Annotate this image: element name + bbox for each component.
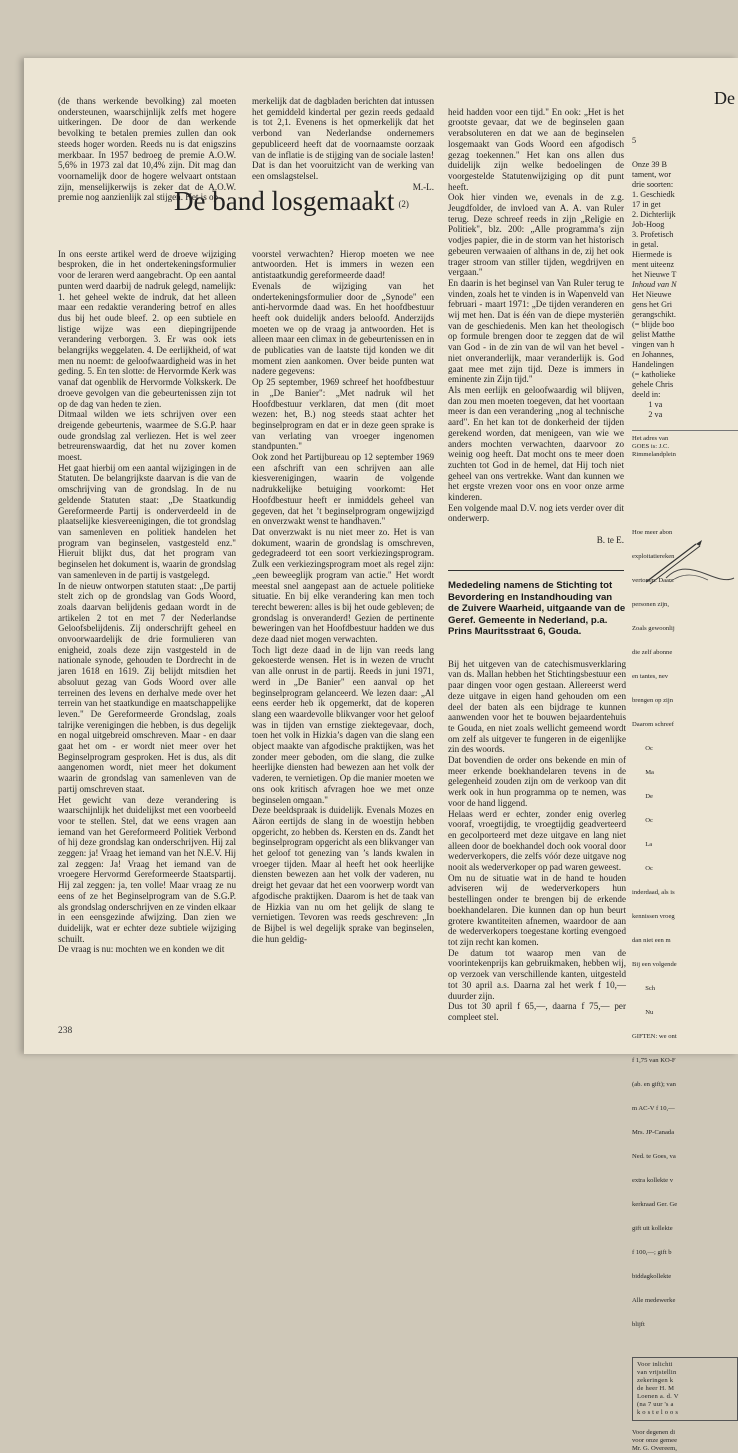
- side-box-line: de heer H. M: [637, 1385, 675, 1392]
- side-small-line: inderdaad, als is: [632, 889, 675, 896]
- side-small-line: De: [632, 793, 653, 800]
- top-column-3-signature: B. te E.: [596, 534, 624, 545]
- side-small-line: kennissen vroeg: [632, 913, 675, 920]
- stichting-body-text: Bij het uitgeven van de catechismusverklaring van ds. Mallan hebben het Stichtingsbestuur een paar dingen voor ogen gestaan. Allereerst werd deze uitgave in eigen hand gehouden om een deel der baten als een bijdrage te kunnen aanwenden voor het te bouwen bejaardentehuis te Gouda, en niet zoals wellicht gemeend wordt om zelf als uitgever te fungeren in de eigenlijke zin des woords. Dat bovendien de order ons bekende en min of meer erkende boekhandelaren tevens in de gelegenheid zouden zijn om de verkoop van dit werk ook in hun programma op te nemen, was voor de hand liggend. Helaas werd er echter, zonder enig overleg vooraf, vroegtijdig, te vroegtijdig geadverteerd en gecolporteerd met deze uitgave en lang niet alleen door de boekhandel doch ook vooral door wederverkopers, die zelfs vóór deze uitgave nog nooit als wederverkoper op pad waren geweest. Om nu de situatie wat in de hand te houden adviseren wij de wederverkopers hun bestellingen onder te brengen bij de erkende boekhandelaren. Die kunnen dan op hun beurt grotere kwantiteiten afnemen, waardoor de aan de wederverkopers toegestane korting evengoed tot zijn recht kan komen. De datum tot waarop men van de voorintekenprijs kan gebruikmaken, hebben wij, op verzoek van verschillende kanten, uitgesteld tot 30 april a.s. Daarna zal het werk f 10,— duurder zijn. Dus tot 30 april f 65,—, daarna f 75,— per compleet stel.: [448, 658, 626, 1022]
- side-small-line: Oc: [632, 865, 653, 872]
- side-small-line: Sch: [632, 985, 656, 992]
- side-small-line: vertonen. Daarc: [632, 577, 675, 584]
- side-line: in getal.: [632, 240, 659, 249]
- side-line: vingen van h: [632, 340, 675, 349]
- side-small-line: (ab. en gift); van: [632, 1081, 676, 1088]
- side-line: ment uiteenz: [632, 260, 675, 269]
- side-small-line: Rimmelandplein: [632, 451, 676, 458]
- top-column-2: [252, 96, 434, 192]
- section-divider: [448, 570, 624, 571]
- side-small-line: Daarom schreef: [632, 721, 674, 728]
- side-line: Inhoud van N: [632, 280, 677, 289]
- side-footer-block: [632, 1429, 738, 1453]
- side-intro-list: [632, 136, 738, 420]
- side-line: 3. Profetisch: [632, 230, 674, 239]
- stichting-body: [448, 648, 626, 1023]
- side-small-line: dan niet een m: [632, 937, 671, 944]
- side-small-line: La: [632, 841, 653, 848]
- side-line: gens het Gri: [632, 300, 673, 309]
- article-column-2: [252, 238, 434, 986]
- side-line: Handelingen: [632, 360, 674, 369]
- side-line: deeld in:: [632, 390, 661, 399]
- side-small-line: GIFTEN: we ont: [632, 1033, 677, 1040]
- side-line: tament, wor: [632, 170, 672, 179]
- top-column-3: [448, 96, 624, 566]
- side-line: (= blijde boo: [632, 320, 675, 329]
- side-line: (= katholieke: [632, 370, 676, 379]
- side-small-line: f 1,75 van KO-F: [632, 1057, 676, 1064]
- side-line: 5: [632, 136, 637, 145]
- side-box-line: zekeringen k: [637, 1377, 674, 1384]
- side-small-line: Nu: [632, 1009, 654, 1016]
- side-small-line: GOES is: J.C.: [632, 443, 670, 450]
- side-line: en Johannes,: [632, 350, 674, 359]
- article-title-text: De band losgemaakt: [174, 186, 395, 216]
- side-small-line: blijft: [632, 1321, 645, 1328]
- side-small-line: gift uit kollekte: [632, 1225, 673, 1232]
- side-small-line: brengen op zijn: [632, 697, 674, 704]
- side-small-line: Alle medewerke: [632, 1297, 676, 1304]
- side-divider: [632, 430, 738, 431]
- side-subscription-block: [632, 513, 738, 1345]
- side-line: Het Nieuwe: [632, 290, 672, 299]
- side-line: 2. Dichterlijk: [632, 210, 676, 219]
- side-small-line: Oc: [632, 817, 653, 824]
- side-line: Hiermede is: [632, 250, 672, 259]
- side-small-line: personen zijn,: [632, 601, 669, 608]
- side-small-line: Het adres van: [632, 435, 669, 442]
- page-number: 238: [58, 1026, 73, 1036]
- side-small-line: Mr. G. Overeem,: [632, 1445, 677, 1452]
- magazine-page: [24, 58, 738, 1452]
- side-heading: De: [714, 88, 735, 108]
- side-small-line: Oc: [632, 745, 653, 752]
- side-small-line: kerkraad Ger. Ge: [632, 1201, 678, 1208]
- stichting-heading: Mededeling namens de Stichting tot Bevordering en Instandhouding van de Zuivere Waarheid, uitgaande van de Geref. Gemeente in Nederland, p.a. Prins Mauritsstraat 6, Gouda.: [448, 580, 626, 637]
- article-column-1: [58, 238, 236, 986]
- side-box-line: (na 7 uur 's a: [637, 1401, 674, 1408]
- side-line: Onze 39 B: [632, 160, 668, 169]
- side-small-line: exploitatiereken: [632, 553, 675, 560]
- article-part-number: (2): [398, 198, 409, 209]
- side-line: gehele Chris: [632, 380, 674, 389]
- side-small-line: Voor degenen di: [632, 1429, 676, 1436]
- side-line: 1 va: [632, 400, 663, 409]
- side-small-line: Ma: [632, 769, 654, 776]
- side-small-line: voor onze gemee: [632, 1437, 678, 1444]
- side-small-line: biddagkollekte: [632, 1273, 672, 1280]
- side-small-line: f 100,—; gift b: [632, 1249, 672, 1256]
- side-line: 17 in get: [632, 200, 661, 209]
- side-line: gerangschikt.: [632, 310, 676, 319]
- top-column-1-text: (de thans werkende bevolking) zal moeten ondersteunen, waarschijnlijk zelfs met hogere uitkeringen. De door de dan werkende bevolking te betalen premies zullen dan ook steeds hoger worden. Reeds nu is dat enigszins merkbaar. In 1957 bedroeg de premie A.O.W. 5,6% in 1973 zal dat 10,4% zijn. Dit mag dan voornamelijk door de hogere welvaart ontstaan zijn, menselijkerwijs is zeker dat de A.O.W. premie nog aanzienlijk zal stijgen. Het is op-: [58, 96, 236, 203]
- side-small-line: en tantes, nev: [632, 673, 669, 680]
- top-column-2-text: merkelijk dat de dagbladen berichten dat intussen het gemiddeld kindertal per gezin reeds gedaald is tot 2,1. Evenens is het opmerkelijk dat het verbond van Nederlandse ondernemers gepubliceerd heeft dat de voornaamste oorzaak van de inflatie is de stijging van de sociale lasten! Dat is dan het vooruitzicht van de werking van een omslagstelsel.: [252, 96, 434, 181]
- article-column-1-text: In ons eerste artikel werd de droeve wijziging besproken, die in het ondertekeningsformulier voor de leraren werd aangebracht. Op een aantal punten werd daarbij de nadruk gelegd, namelijk: 1. het geheel wekte de indruk, dat het alleen maar een redaktie verandering betrof en alles dus bij het oude bleef. 2. op een subtiele en listige wijze was een diepingrijpende verandering verborgen. 3. Er was ook iets belangrijks weggelaten. 4. De eerlijkheid, of wat men nu noemt: de geloofwaardigheid was in het geding. 5. En ten slotte: de Hervormde Kerk was vanaf dat ogenblik de Hervormde Volkskerk. De droeve gevolgen van die gebeurtenissen zijn tot op de dag van heden te zien. Ditmaal wilden we iets schrijven over een dreigende gebeurtenis, waarmee de S.G.P. haar oude grondslag zal verliezen. Het is wel zeer betreurenswaardig, dat het nu zover komen moest. Het gaat hierbij om een aantal wijzigingen in de Statuten. De belangrijkste daarvan is die van de omschrijving van de grondslag. In de nu geldende Statuten staat: „De Staatkundig Gereformeerde Partij is onderverdeeld in de plaatselijke kiesvereenigingen, die tot grondslag van samenleven en politiek handelen het program van beginselen, vastgesteld enz." Hieruit blijkt dus, dat het program van beginselen het dokument is, waarin de grondslag van samenleven in de partij is vastgelegd. In de nieuw ontworpen statuten staat: „De partij stelt zich op de grondslag van Gods Woord, zoals daarvan belijdenis gedaan wordt in de artikelen 2 tot en met 7 der Nederlandse Geloofsbelijdenis. Zij onderschrijft geheel en onvoorwaardelijk de drie formulieren van enigheid, zoals deze zijn vastgesteld in de nationale synode, gehouden te Dordrecht in de jaren 1618 en 1619. Zij belijdt mitsdien het absoluut gezag van Gods Woord over alle terreinen des levens en derhalve mede over het terrein van het staatkundige en maatschappelijke leven." De Gereformeerde Grondslag, zoals talrijke verenigingen die hebben, is dus degelijk en nogal uitgebreid omschreven. Maar - en daar gaat het om - er wordt niet meer over het Beginselprogram gesproken. Het is dus, als dit aangenomen wordt, niet meer het dokument waarin de grondslag van samenleven van de partij omschreven staat. Het gewicht van deze verandering is waarschijnlijk het duidelijkst met een voorbeeld voor te stellen. Stel, dat we eens vragen aan iemand van het Gereformeerd Politiek Verbond of hij deze grondslag kan onderschrijven. Hij zal zeggen: ja! Vraag het iemand van het N.E.V. Hij zal zeggen: Ja! Vraag het iemand van de vroegere Hervormd Gereformeerde Staatspartij. Hij zal zeggen: ja, ten volle! Maar vraag ze nu eens of ze het Beginselprogram van de S.G.P. als grondslag onderschrijven en ze vinden elkaar in een eensgezinde afwijzing. Dan zien we duidelijk, wat er echter deze subtiele wijziging schuilt. De vraag is nu: mochten we en konden we dit: [58, 248, 236, 955]
- article-column-2-text: voorstel verwachten? Hierop moeten we nee antwoorden. Het is immers in wezen een antistaatkundig gereformeerde daad! Evenals de wijziging van het ondertekeningsformulier door de „Synode" een anti-hervormde daad was. En het hoofdbestuur heeft ook duidelijk anders beloofd. Anderzijds moeten we op de vraag ja antwoorden. Het is alleen maar een climax in de gebeurtenissen en in de publicaties van de laatste tijd konden we dit moment zien aankomen. Over beide punten wat nadere gegevens: Op 25 september, 1969 schreef het hoofdbestuur in „De Banier": „Met nadruk wil het Hoofdbestuur verklaren, dat men (dit moet wezen: het, B.) nog steeds staat achter het beginselprogram en dat er in deze geen sprake is van verlating van vroeger ingenomen standpunten." Ook zond het Partijbureau op 12 september 1969 een afschrift van een schrijven aan alle kiesverenigingen, waarin de volgende nadrukkelijke betuiging voorkomt: Het Hoofdbestuur heeft er inmiddels geheel van gegeven, dat het ’t beginselprogram ongewijzigd en onverzwakt wenst te handhaven." Dat onverzwakt is nu niet meer zo. Het is van dokument, waarin de grondslag is omschreven, gedegradeerd tot een soort verkiezingsprogram. Zulk een verkiezingsprogram moet als regel zijn: „een beweeglijk program van actie." Het wordt meestal snel aangepast aan de actuele politieke situatie. En bij elke verandering kan men toch terecht beweren: alles is bij het oude gebleven; de grondslag is onveranderd! Gezien de pertinente beweringen van het Hoofdbestuur hadden we dus deze daad niet mogen verwachten. Toch ligt deze daad in de lijn van reeds lang gekoesterde wensen. Het is in wezen de vrucht van alle onrust in de partij. Reeds in juni 1971, werd in „De Banier" een aanval op het beginselprogram gelanceerd. We lezen daar: „Al eens eerder heb ik opgemerkt, dat de koperen slang een waardevolle blikvanger voor het geloof was in tijden van ernstige ziektegevaar, doch, toen het volk in Hizkia’s dagen van die slang een object maakte van afgodische praktijken, was het zonder meer geboden, om die slang, die zulke heerlijke diensten had bewezen aan het volk der vaderen, te vernietigen. Op die manier moeten we ons ook kritisch afvragen hoe we met onze beginselen omgaan." Deze beeldspraak is duidelijk. Evenals Mozes en Aäron eertijds de slang in de woestijn hebben opgericht, zo hebben ds. Kersten en ds. Zandt het beginselprogram opgericht als een blikvanger van het geloof tot genezing van ’s lands kwalen in vroeger tijden. Maar al heeft het ook heerlijke diensten bewezen aan het volk der vaderen, nu dreigt het gevaar dat het een voorwerp wordt van afgodische praktijken. Daarom is het de taak van de Hizkia van nu om het gelijk de slang te vernietigen. Tevoren was reeds geschreven: „In de Bijbel is wel degelijk sprake van beginselen, die hun geldig-: [252, 248, 434, 944]
- article-title: [174, 186, 534, 216]
- side-small-line: Hoe meer abon: [632, 529, 673, 536]
- side-small-line: extra kollekte v: [632, 1177, 674, 1184]
- side-small-line: Zoals gewoonlij: [632, 625, 675, 632]
- hand-sketch-illustration: [636, 538, 736, 590]
- top-column-2-signature: M.-L.: [412, 181, 434, 192]
- side-line: 2 va: [632, 410, 663, 419]
- side-line: gelist Matthe: [632, 330, 675, 339]
- side-info-box: [632, 1357, 738, 1421]
- side-line: drie soorten:: [632, 180, 674, 189]
- side-box-line: Loenen a. d. V: [637, 1393, 679, 1400]
- side-sketch-space: [632, 459, 738, 513]
- side-small-line: m AC-V f 10,—: [632, 1105, 675, 1112]
- side-line: het Nieuwe T: [632, 270, 677, 279]
- side-box-line: van vrijstellin: [637, 1369, 677, 1376]
- side-line: 1. Geschiedk: [632, 190, 675, 199]
- side-line: Job-Hoog: [632, 220, 665, 229]
- side-small-line: Mrs. JP-Canada: [632, 1129, 675, 1136]
- side-small-line: Bij een volgende: [632, 961, 677, 968]
- side-box-line: Voor inlichti: [637, 1361, 673, 1368]
- top-column-3-text: heid hadden voor een tijd." En ook: „Het is het grootste gevaar, dat we de beginselen gaan verabsoluteren en dat we aan de beginselen losgemaakt van Gods Woord een afgodisch gezag toekennen." Het kan ons allen dus duidelijk zijn welke bedoelingen de voorgestelde Statutenwijziging op dit punt heeft. Ook hier vinden we, evenals in de z.g. Jeugdfolder, de invloed van A. A. van Ruler terug. Deze schreef reeds in zijn „Religie en Politiek", blz. 200: „Alle programma’s zijn vodjes papier, die in de storm van het historisch gebeuren verwaaien of althans in de, zij het ook trager stroom van stiller tijden, wegdrijven en vergaan." En daarin is het beginsel van Van Ruler terug te vinden, zoals het te vinden is in Wapenveld van februari - maart 1971: „De tijden veranderen en wij met hen. Dat is één van de diepe mysteriën van de geschiedenis. Men kan het theologisch op formule brengen door te zeggen dat de wil van God - in de zin van de wil van het bevel - niet onveranderlijk, maar veranderlijk is. God gaat mee met zijn tijd. Deze is immers in eminente zin Zijn tijd." Als men eerlijk en geloofwaardig wil blijven, dan zou men moeten toegeven, dat het voortaan meer is dan een verandering „nog al technische aard". En het kan tot de donkerheid der tijden gerekend worden, dat menigeen, van wie we anders mochten verwachten, daarvoor zo weinig oog heeft. Dat mocht ons te meer doen zuchten tot God in de hemel, dat Hij toch niet geheel van ons vertrekke. Want dan kunnen we het ergste vrezen voor ons en voor onze arme kinderen. Een volgende maal D.V. nog iets verder over dit onderwerp.: [448, 106, 624, 524]
- side-box-line: kosteloos: [637, 1409, 680, 1416]
- side-address-block: [632, 435, 738, 459]
- side-small-line: die zelf abonne: [632, 649, 673, 656]
- side-small-line: Ned. te Goes, va: [632, 1153, 676, 1160]
